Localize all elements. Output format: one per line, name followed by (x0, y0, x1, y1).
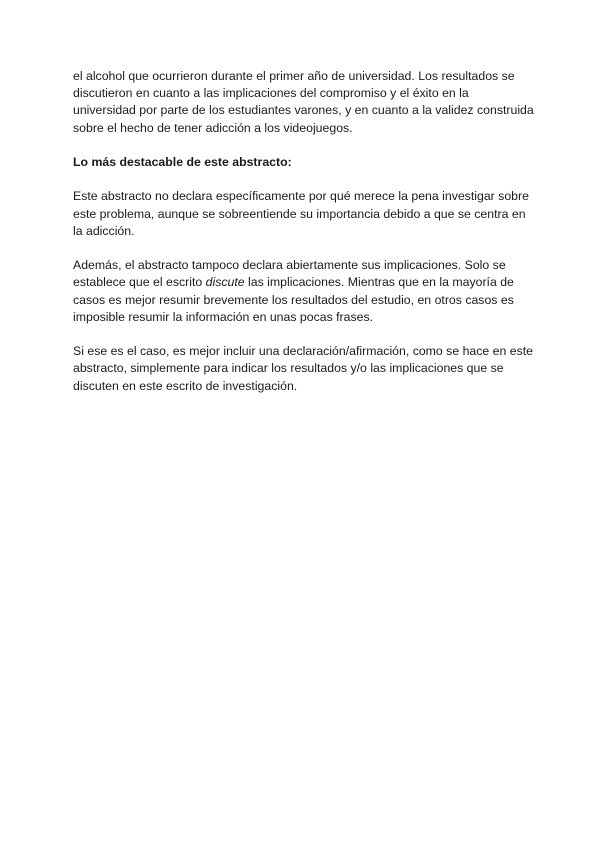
implications-text-after: las implicaciones. Mientras que en la mayoría de casos es mejor resumir brevemente los resultados del estudio, en otros casos es imposible resumir la información en unas pocas frases. (73, 275, 514, 324)
document-body (73, 68, 535, 412)
implications-emphasis: discute (205, 275, 245, 290)
paragraph-implications (73, 257, 535, 326)
paragraph-continuation: el alcohol que ocurrieron durante el primer año de universidad. Los resultados se discutieron en cuanto a las implicaciones del compromiso y el éxito en la universidad por parte de los estudiantes varones, y en cuanto a la validez construida sobre el hecho de tener adicción a los videojuegos. (73, 69, 534, 135)
paragraph-importance: Este abstracto no declara específicamente por qué merece la pena investigar sobre este problema, aunque se sobreentiende su importancia debido a que se centra en la adicción. (73, 189, 529, 238)
implications-text-before: Además, el abstracto tampoco declara abiertamente sus implicaciones. Solo se establece que el escrito (73, 258, 506, 290)
paragraph-conclusion: Si ese es el caso, es mejor incluir una declaración/afirmación, como se hace en este abstracto, simplemente para indicar los resultados y/o las implicaciones que se discuten en este escrito de investigación. (73, 344, 533, 393)
section-heading: Lo más destacable de este abstracto: (73, 155, 292, 169)
